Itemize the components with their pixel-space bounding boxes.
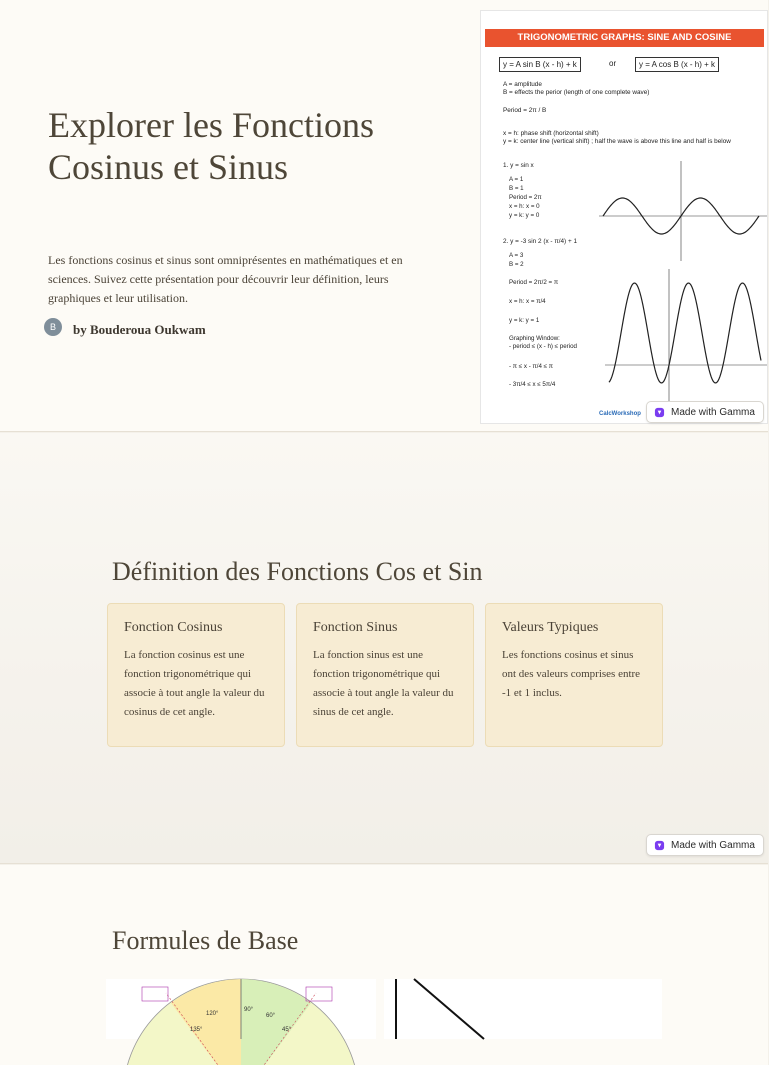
def-phase-shift: x = h: phase shift (horizontal shift): [503, 130, 599, 137]
intro-description: Les fonctions cosinus et sinus sont omniprésentes en mathématiques et en sciences. Suivez cette présentation pour découvrir leur définition, leurs graphiques et leur utilisation.: [48, 253, 403, 305]
example1-line: Period = 2π: [509, 194, 542, 201]
slide-title: [0, 0, 768, 432]
card-title: Valeurs Typiques: [502, 620, 599, 635]
equation-sin: y = A sin B (x - h) + k: [499, 57, 581, 72]
unit-circle-graphic: [106, 979, 376, 1039]
worksheet-header: TRIGONOMETRIC GRAPHS: SINE AND COSINE: [485, 29, 764, 47]
definition-cards: [107, 603, 663, 747]
sine-graph-2: [605, 269, 769, 407]
section-title: Définition des Fonctions Cos et Sin: [112, 557, 483, 586]
example2-title: 2. y = -3 sin 2 (x - π/4) + 1: [503, 238, 578, 245]
worksheet-logo: CalcWorkshop: [599, 411, 641, 417]
angle-label: 90°: [244, 1007, 254, 1013]
badge-label: Made with Gamma: [671, 839, 755, 851]
card-body: La fonction sinus est une fonction trigonométrique qui associe à tout angle la valeur du sinus de cet angle.: [313, 649, 454, 718]
graphing-window-title: Graphing Window:: [509, 335, 560, 342]
gamma-logo-icon: [654, 407, 665, 418]
card-title: Fonction Sinus: [313, 620, 398, 635]
example2-h: x = h: x = π/4: [509, 298, 546, 305]
example2-line: A = 3: [509, 252, 524, 259]
card-body: La fonction cosinus est une fonction trigonométrique qui associe à tout angle la valeur du cosinus de cet angle.: [124, 649, 265, 718]
graphing-window-step2: - 3π/4 ≤ x ≤ 5π/4: [509, 381, 556, 388]
example1-title: 1. y = sin x: [503, 162, 534, 169]
angle-label: 120°: [206, 1011, 219, 1017]
angle-label: 45°: [282, 1027, 292, 1033]
slide-definitions: [0, 433, 768, 864]
author-name: by Bouderoua Oukwam: [73, 322, 206, 337]
author-line: [44, 316, 206, 338]
card-sinus: [296, 603, 474, 747]
example2-line: B = 2: [509, 261, 524, 268]
right-triangle-image: [384, 979, 662, 1039]
card-title: Fonction Cosinus: [124, 620, 223, 635]
example1-line: y = k: y = 0: [509, 212, 540, 219]
unit-circle-image: [106, 979, 376, 1039]
def-amplitude: A = amplitude: [503, 81, 542, 88]
avatar: B: [44, 318, 62, 336]
graphing-window-step1: - π ≤ x - π/4 ≤ π: [509, 363, 554, 370]
equation-cos: y = A cos B (x - h) + k: [635, 57, 719, 72]
def-period: Period = 2π / B: [503, 107, 547, 114]
sine-graph-1: [599, 161, 769, 261]
def-period-b: B = effects the perior (length of one complete wave): [503, 89, 650, 96]
graphing-window-rule: - period ≤ (x - h) ≤ period: [509, 343, 578, 350]
angle-label: 60°: [266, 1013, 276, 1019]
example2-k: y = k: y = 1: [509, 317, 540, 324]
badge-label: Made with Gamma: [671, 406, 755, 418]
slide-formulas: [0, 865, 768, 1065]
worksheet-image: [480, 10, 768, 424]
example1-line: B = 1: [509, 185, 524, 192]
made-with-gamma-badge[interactable]: [646, 834, 764, 856]
page-title: Explorer les Fonctions Cosinus et Sinus: [48, 105, 374, 187]
angle-label: 135°: [190, 1027, 203, 1033]
section-title: Formules de Base: [112, 926, 299, 955]
made-with-gamma-badge[interactable]: [646, 401, 764, 423]
card-cosinus: [107, 603, 285, 747]
example1-line: x = h: x = 0: [509, 203, 540, 210]
gamma-logo-icon: [654, 840, 665, 851]
example2-period: Period = 2π/2 = π: [509, 279, 559, 286]
right-triangle-graphic: [384, 979, 662, 1039]
equation-or: or: [609, 59, 617, 68]
card-valeurs: [485, 603, 663, 747]
def-center-line: y = k: center line (vertical shift) ; half the wave is above this line and half is below: [503, 138, 731, 145]
card-body: Les fonctions cosinus et sinus ont des valeurs comprises entre -1 et 1 inclus.: [502, 649, 641, 699]
example1-line: A = 1: [509, 176, 524, 183]
